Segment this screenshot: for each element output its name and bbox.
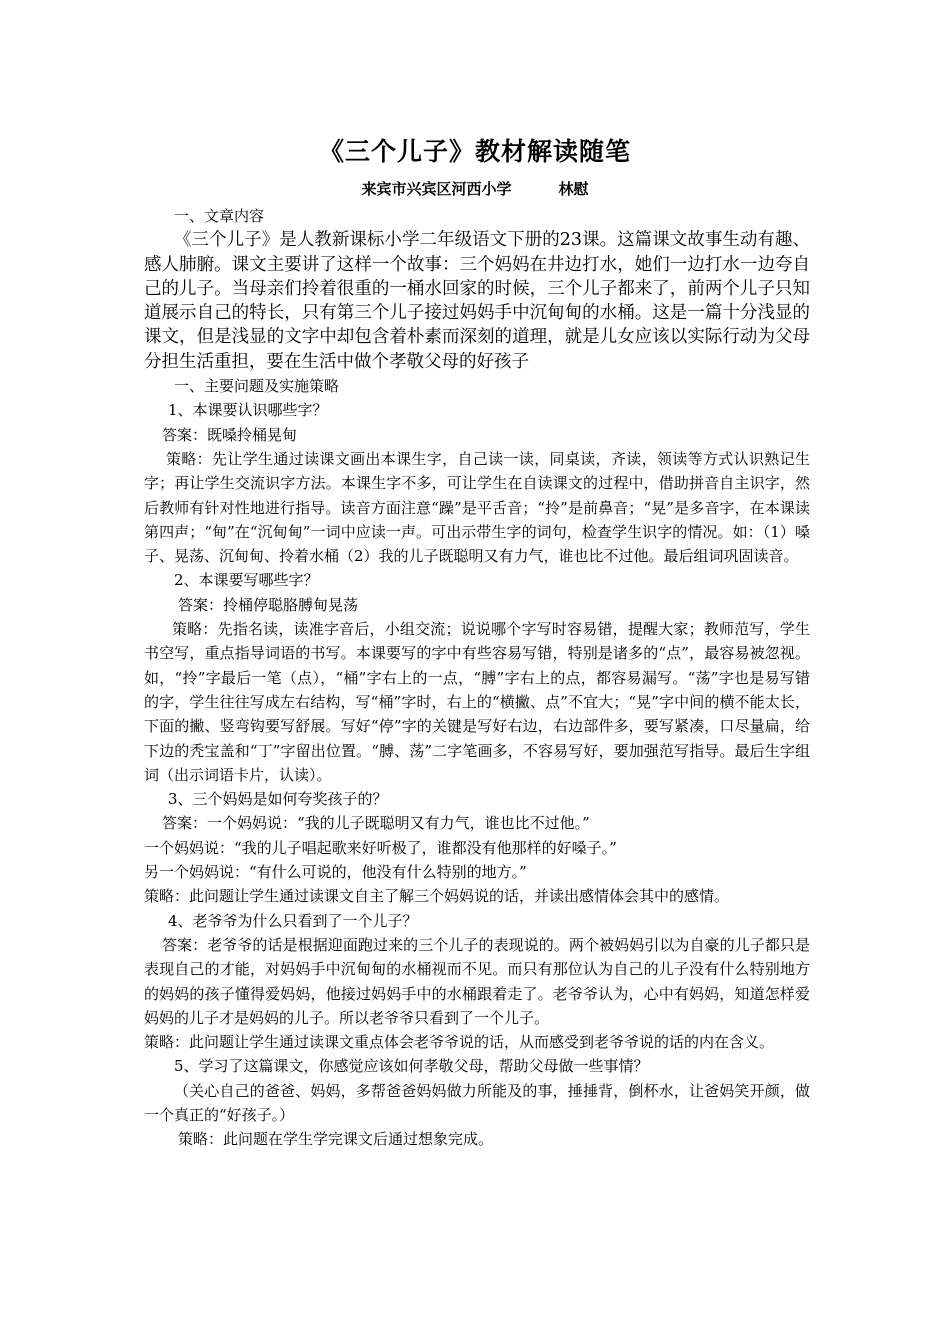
paragraph: 策略：此问题在学生学完课文后通过想象完成。 xyxy=(178,1130,494,1149)
paragraph: 策略：先指名读，读准字音后，小组交流；说说哪个字写时容易错，提醒大家；教师范写，学生书空写，重点指导词语的书写。本课要写的字中有些容易写错，特别是诸多的“点”，最容易被忽视。如，“拎”字最后一笔（点），“桶”字右上的一点，“膊”字右上的点，都容易漏写。“荡”字也是易写错的字，学生往往写成左右结构，写“桶”字时，右上的“横撇、点”不宜大；“晃”字中间的横不能太长，下面的撇、竖弯钩要写舒展。写好“停”字的关键是写好右边，右边部件多，要写紧凑，口尽量扁，给下边的秃宝盖和“丁”字留出位置。“膊、荡”二字笔画多，不容易写好，要加强范写指导。最后生字组词（出示词语卡片，认读）。 xyxy=(144,620,810,784)
author-byline: 来宾市兴宾区河西小学 林慰 xyxy=(361,180,589,198)
paragraph: （关心自己的爸爸、妈妈，多帮爸爸妈妈做力所能及的事，捶捶背，倒杯水，让爸妈笑开颜，做一个真正的“好孩子。） xyxy=(144,1081,810,1124)
answer: 答案：老爷爷的话是根据迎面跑过来的三个儿子的表现说的。两个被妈妈引以为自豪的儿子都只是表现自己的才能，对妈妈手中沉甸甸的水桶视而不见。而只有那位认为自己的儿子没有什么特别地方的妈妈的孩子懂得爱妈妈，他接过妈妈手中的水桶跟着走了。老爷爷认为，心中有妈妈，知道怎样爱妈妈的儿子才是妈妈的儿子。所以老爷爷只看到了一个儿子。 xyxy=(144,935,810,1027)
section-heading: 一、文章内容 xyxy=(174,207,265,225)
paragraph: 一个妈妈说：“我的儿子唱起歌来好听极了，谁都没有他那样的好嗓子。” xyxy=(144,838,617,857)
question: 1、本课要认识哪些字？ xyxy=(168,401,328,420)
paragraph: 策略：此问题让学生通过读课文自主了解三个妈妈说的话，并读出感情体会其中的感情。 xyxy=(144,887,730,906)
section-heading: 一、主要问题及实施策略 xyxy=(174,377,340,396)
question: 5、学习了这篇课文，你感觉应该如何孝敬父母，帮助父母做一些事情？ xyxy=(174,1057,649,1076)
question: 2、本课要写哪些字？ xyxy=(174,571,319,590)
answer: 答案：拎桶停聪胳膊甸晃荡 xyxy=(178,595,359,614)
paragraph: 《三个儿子》是人教新课标小学二年级语文下册的23课。这篇课文故事生动有趣、感人肺腑。课文主要讲了这样一个故事：三个妈妈在井边打水，她们一边打水一边夸自己的儿子。当母亲们拎着很重的一桶水回家的时候，三个儿子都来了，前两个儿子只知道展示自己的特长，只有第三个儿子接过妈妈手中沉甸甸的水桶。这是一篇十分浅显的课文，但是浅显的文字中却包含着朴素而深刻的道理，就是儿女应该以实际行动为父母分担生活重担，要在生活中做个孝敬父母的好孩子 xyxy=(144,230,810,372)
question: 4、老爷爷为什么只看到了一个儿子？ xyxy=(168,911,418,930)
paragraph: 策略：此问题让学生通过读课文重点体会老爷爷说的话，从而感受到老爷爷说的话的内在含义。 xyxy=(144,1033,775,1052)
answer: 答案：既嗓拎桶晃甸 xyxy=(162,425,298,444)
document-title: 《三个儿子》教材解读随笔 xyxy=(318,137,631,166)
paragraph: 策略：先让学生通过读课文画出本课生字，自己读一读，同桌读，齐读，领读等方式认识熟记生字；再让学生交流识字方法。本课生字不多，可让学生在自读课文的过程中，借助拼音自主识字，然后教师有针对性地进行指导。读音方面注意“躁”是平舌音；“拎”是前鼻音；“晃”是多音字，在本课读第四声；“甸”在“沉甸甸”一词中应读一声。可出示带生字的词句，检查学生识字的情况。如：（1）嗓子、晃荡、沉甸甸、拎着水桶（2）我的儿子既聪明又有力气，谁也比不过他。最后组词巩固读音。 xyxy=(144,449,810,566)
document-body xyxy=(144,204,810,1152)
paragraph: 另一个妈妈说：“有什么可说的，他没有什么特别的地方。” xyxy=(144,863,527,882)
question: 3、三个妈妈是如何夸奖孩子的？ xyxy=(168,790,388,809)
answer: 答案：一个妈妈说：“我的儿子既聪明又有力气，谁也比不过他。” xyxy=(162,814,590,833)
